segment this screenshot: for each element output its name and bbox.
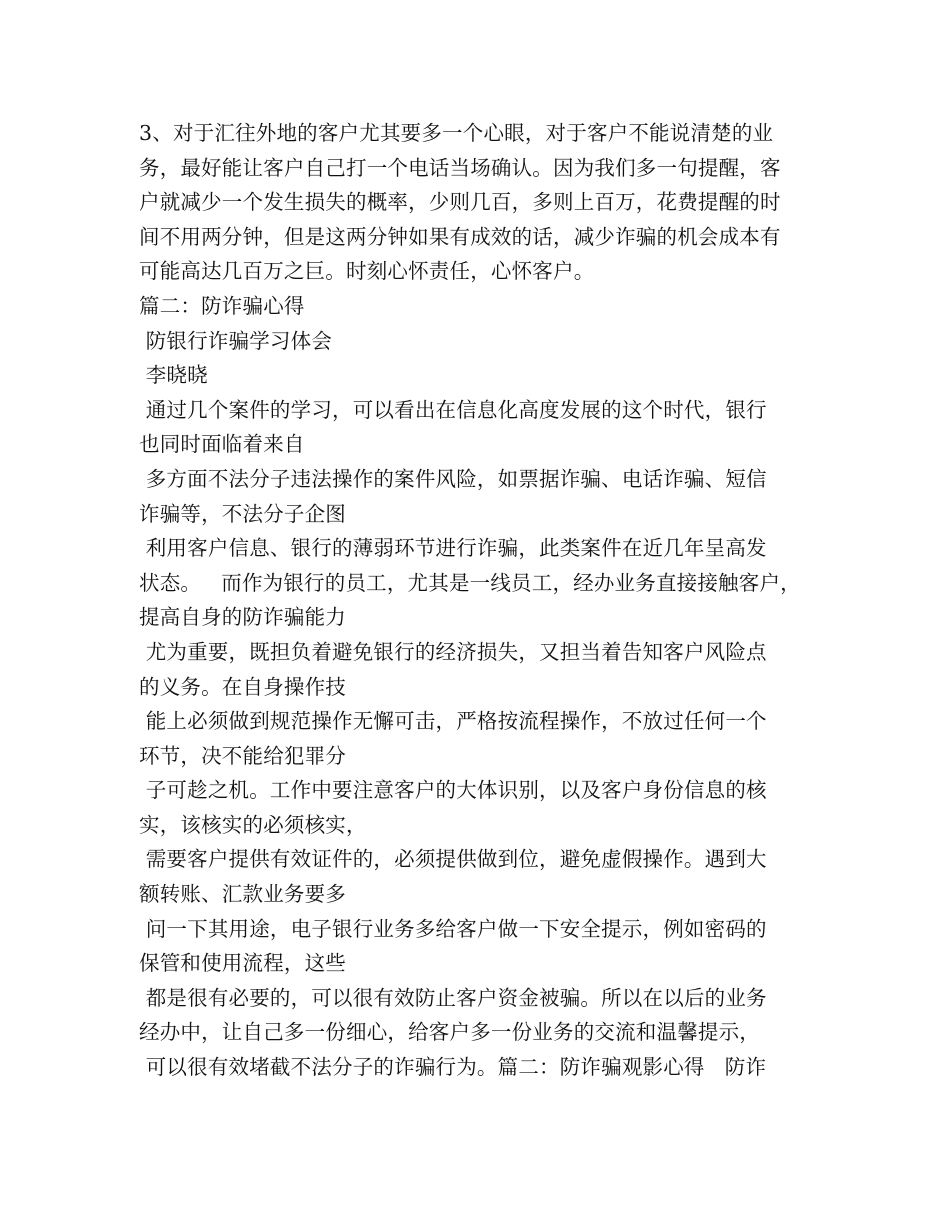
text-line: 的义务。在自身操作技 [139, 674, 346, 699]
text-line: 户就减少一个发生损失的概率，少则几百，多则上百万，花费提醒的时 [139, 190, 781, 215]
section-heading: 篇二：防诈骗心得 [139, 293, 305, 318]
text-line: 环节，决不能给犯罪分 [139, 743, 346, 768]
text-line: 需要客户提供有效证件的，必须提供做到位，避免虚假操作。遇到大 [139, 847, 767, 872]
text-line: 状态。 而作为银行的员工，尤其是一线员工，经办业务直接接触客户， [139, 570, 801, 595]
text-line: 也同时面临着来自 [139, 432, 305, 457]
text-line: 提高自身的防诈骗能力 [139, 605, 346, 630]
text-line: 实，该核实的必须核实， [139, 812, 367, 837]
text-line: 通过几个案件的学习，可以看出在信息化高度发展的这个时代，银行 [139, 397, 767, 422]
text-line: 额转账、汇款业务要多 [139, 882, 346, 907]
text-line: 尤为重要，既担负着避免银行的经济损失，又担当着告知客户风险点 [139, 639, 767, 664]
text-line: 务，最好能让客户自己打一个电话当场确认。因为我们多一句提醒，客 [139, 155, 781, 180]
text-line: 保管和使用流程，这些 [139, 951, 346, 976]
text-line: 问一下其用途，电子银行业务多给客户做一下安全提示，例如密码的 [139, 916, 767, 941]
text-line: 经办中，让自己多一份细心，给客户多一份业务的交流和温馨提示， [139, 1020, 760, 1045]
text-line: 间不用两分钟，但是这两分钟如果有成效的话，减少诈骗的机会成本有 [139, 224, 781, 249]
text-line: 都是很有必要的，可以很有效防止客户资金被骗。所以在以后的业务 [139, 985, 767, 1010]
text-line: 3、对于汇往外地的客户尤其要多一个心眼，对于客户不能说清楚的业 [139, 121, 774, 145]
text-line: 子可趁之机。工作中要注意客户的大体识别，以及客户身份信息的核 [139, 778, 767, 803]
text-line: 诈骗等，不法分子企图 [139, 501, 346, 526]
text-line: 能上必须做到规范操作无懈可击，严格按流程操作，不放过任何一个 [139, 709, 767, 734]
text-line: 可能高达几百万之巨。时刻心怀责任，心怀客户。 [139, 259, 595, 284]
text-line: 利用客户信息、银行的薄弱环节进行诈骗，此类案件在近几年呈高发 [139, 536, 767, 561]
text-line: 可以很有效堵截不法分子的诈骗行为。篇二：防诈骗观影心得 防诈 [139, 1055, 767, 1080]
author-name: 李晓晓 [139, 363, 208, 388]
text-line: 多方面不法分子违法操作的案件风险，如票据诈骗、电话诈骗、短信 [139, 466, 767, 491]
document-body [139, 116, 829, 1085]
article-title: 防银行诈骗学习体会 [139, 328, 333, 353]
